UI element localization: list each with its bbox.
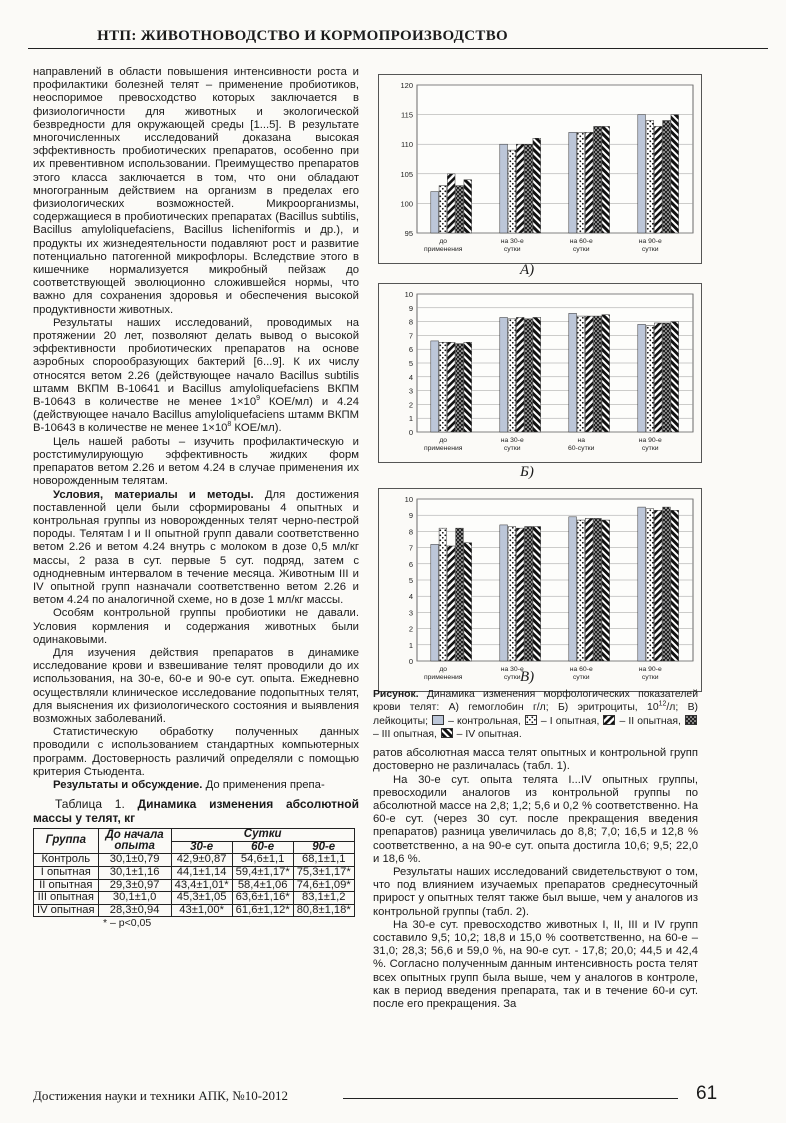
chart-label-a: А) (520, 262, 535, 278)
bar-group2 (585, 518, 593, 661)
x-tick-label: до (439, 437, 448, 444)
bar-group2 (654, 126, 662, 233)
p2-exp-b: 8 (227, 421, 232, 429)
x-tick-label: 60-сутки (567, 445, 595, 452)
bar-group4 (533, 527, 541, 661)
bar-group2 (516, 528, 524, 661)
table-caption-text: Динамика изменения абсолютной массы у телят, кг (33, 797, 359, 825)
bar-group4 (533, 317, 541, 432)
page-footer (33, 1083, 753, 1108)
cell: 63,6±1,16* (232, 892, 293, 905)
cell: 75,3±1,17* (293, 866, 354, 879)
running-header (28, 28, 768, 50)
table-row (34, 904, 355, 917)
bar-group1 (646, 121, 654, 233)
paragraph-study: Для изучения действия препаратов в динамике исследование крови и взвешивание телят проводили до их использования, на 30-е, 60-е и 90-е сут. опыта. Ежедневно осуществляли клиническое исследование подопытных телят, для выяснения их физиологического состояния и выявления возможных заболеваний. (33, 646, 359, 725)
paragraph-weight-equal: ратов абсолютная масса телят опытных и контрольной групп достоверно не различалась (табл. 1). (373, 747, 698, 773)
legend-group3: – III опытная, (373, 729, 437, 741)
bar-group3 (663, 121, 671, 233)
y-tick-label: 10 (404, 495, 413, 504)
paragraph-gain: Результаты наших исследований свидетельствуют о том, что под влиянием изучаемых препаратов среднесуточный прирост у опытных телят также был выше, чем у аналогов из контрольной группы (табл. 2). (373, 866, 698, 918)
x-tick-label: на 90-е (638, 238, 662, 245)
cell: 30,1±1,0 (98, 892, 171, 905)
bar-group4 (602, 315, 610, 432)
bar-control (569, 313, 577, 432)
x-tick-label: на 90-е (638, 666, 662, 673)
x-tick-label: до (439, 238, 448, 245)
y-tick-label: 1 (408, 640, 413, 650)
bar-group4 (464, 342, 472, 432)
legend-group2: – II опытная, (616, 715, 681, 727)
bar-group4 (602, 520, 610, 661)
y-tick-label: 2 (408, 400, 413, 410)
paragraph-control: Особям контрольной группы пробиотики не давали. Условия кормления и содержания животных были одинаковыми. (33, 607, 359, 646)
bar-group4 (602, 126, 610, 233)
bar-group1 (577, 520, 585, 661)
table-row (34, 854, 355, 867)
x-tick-label: сутки (641, 674, 659, 681)
bar-control (638, 507, 646, 661)
bar-control (500, 317, 508, 432)
paragraph-intro: направлений в области повышения интенсивности роста и профилактики болезней телят – применение пробиотиков, неоспоримое превосходство которых заключается в физиологичности для животных и экологической безвредности для окружающей среды [1...5]. В результате многочисленных исследований доказана высокая эффективность пробиотических препаратов, особенно при их превентивном использовании. Преимущество препаратов этого класса заключается в том, что они обладают многогранным действием на организм в пределах его физиологических возможностей. Микроорганизмы, содержащиеся в пробиотических препаратах (Bacillus subtilis, Bacillus amyloliquefaciens, Bacillus licheniformis и др.), и продукты их жизнедеятельности подавляют рост и развитие потенциально патогенной микрофлоры. Вследствие этого в кишечнике нормализуется микробный пейзаж до соответствующей эволюционно сложившейся нормы, что важно для сохранения здоровья и обеспечения высокой продуктивности животных. (33, 66, 359, 316)
cell: III опытная (34, 892, 99, 905)
cell: IV опытная (34, 904, 99, 917)
x-tick-label: на 60-е (569, 238, 593, 245)
chart-label-c: В) (520, 669, 535, 685)
x-tick-label: на 30-е (500, 238, 524, 245)
cell: 74,6±1,09* (293, 879, 354, 892)
y-tick-label: 9 (408, 511, 413, 521)
bar-group4 (671, 322, 679, 432)
discussion-text: До применения препа- (202, 778, 325, 791)
paragraph-methods (33, 489, 359, 608)
cell: 30,1±1,16 (98, 866, 171, 879)
bar-group1 (577, 316, 585, 432)
methods-text: Для достижения поставленной цели были сформированы 4 опытных и контрольная группы из новорожденных телят черно-пестрой породы. Телятам I и II опытной групп давали соответственно ветом 2.26 и ветом 4.24 внутрь с молоком в дозе 0,5 мл/кг массы, 2 раза в сут. первые 5 сут. подряд, затем с однодневным интервалом в течение месяца. Животным III и IV опытной групп назначали соответственно ветом 2.26 и ветом 4.24 по аналогичной схеме, но в дозе 1 мл/кг массы. (33, 488, 359, 607)
y-tick-label: 100 (400, 199, 413, 209)
figure-caption (373, 689, 698, 742)
bar-group4 (464, 543, 472, 661)
x-tick-label: применения (423, 246, 463, 253)
bar-group3 (594, 518, 602, 661)
legend-swatch-group1 (525, 715, 537, 725)
paragraph-superiority: На 30-е сут. превосходство животных I, II, III и IV групп составило 9,5; 10,2; 18,8 и 15,0 % соответственно, на 60-е – 31,0; 28,3; 56,6 и 59,0 %, на 90-е сут. - 17,8; 20,0; 44,5 и 42,4 %. Согласно полученным данным интенсивность роста телят всех опытных групп была выше, чем у аналогов в контроле, как в период введения препарата, так и в течение 60-и сут. после его прекращения. За (373, 918, 698, 1011)
bar-control (569, 517, 577, 661)
chart-leukocytes-frame (378, 488, 702, 692)
bar-control (569, 132, 577, 233)
bar-group1 (508, 527, 516, 661)
cell: 54,6±1,1 (232, 854, 293, 867)
bar-group3 (525, 144, 533, 233)
bar-control (431, 544, 439, 661)
bar-group1 (439, 528, 447, 661)
bar-control (500, 144, 508, 233)
table-row (34, 866, 355, 879)
legend-swatch-group2 (603, 715, 615, 725)
table-caption (33, 798, 359, 825)
y-tick-label: 6 (408, 559, 413, 569)
bar-group3 (594, 316, 602, 432)
y-tick-label: 8 (408, 527, 413, 537)
y-tick-label: 4 (408, 592, 413, 602)
legend-control: – контрольная, (445, 715, 521, 727)
y-tick-label: 4 (408, 372, 413, 382)
y-tick-label: 1 (408, 414, 413, 424)
y-tick-label: 95 (404, 229, 413, 238)
bar-group3 (456, 344, 464, 432)
bar-group2 (516, 317, 524, 432)
y-tick-label: 120 (400, 81, 413, 90)
cell: 83,1±1,2 (293, 892, 354, 905)
journal-name: Достижения науки и техники АПК, №10-2012 (33, 1088, 289, 1103)
x-tick-label: на 90-е (638, 437, 662, 444)
bar-group3 (594, 126, 602, 233)
legend-group4: – IV опытная. (453, 729, 522, 741)
y-tick-label: 3 (408, 608, 413, 618)
cell: 43±1,00* (171, 904, 232, 917)
cell: 42,9±0,87 (171, 854, 232, 867)
y-tick-label: 0 (408, 428, 413, 437)
y-tick-label: 2 (408, 624, 413, 634)
p2-text-c: КОЕ/мл). (231, 422, 282, 435)
x-tick-label: на 30-е (500, 666, 524, 673)
cell: I опытная (34, 866, 99, 879)
y-tick-label: 110 (401, 140, 413, 150)
bar-group2 (654, 323, 662, 432)
bar-group2 (447, 546, 455, 661)
bar-group1 (508, 150, 516, 233)
cell: 43,4±1,01* (171, 879, 232, 892)
chart-hemoglobin (379, 75, 701, 263)
page-number: 61 (696, 1083, 718, 1104)
y-tick-label: 5 (408, 576, 413, 585)
th-group: Группа (34, 829, 99, 854)
table-caption-num: Таблица 1. (55, 797, 125, 812)
x-tick-label: на (577, 437, 585, 444)
footer-rule (343, 1098, 678, 1099)
figcap-exp: 12 (658, 700, 667, 708)
y-tick-label: 6 (408, 345, 413, 355)
bar-group2 (585, 132, 593, 233)
chart-label-b: Б) (520, 464, 534, 480)
cell: 61,6±1,12* (232, 904, 293, 917)
y-tick-label: 5 (408, 359, 413, 368)
figcap-heading: Рисунок. (373, 689, 419, 700)
legend-swatch-group4 (441, 728, 453, 738)
bar-control (638, 324, 646, 432)
x-tick-label: на 60-е (569, 666, 593, 673)
y-tick-label: 105 (400, 169, 413, 179)
legend-swatch-group3 (685, 715, 697, 725)
bar-group2 (447, 342, 455, 432)
legend-group1: – I опытная, (537, 715, 600, 727)
paragraph-day30: На 30-е сут. опыта телята I...IV опытных группы, превосходили аналогов из контрольной группы по абсолютной массе на 2,8; 1,2; 5,6 и 0,2 % соответственно. На 60-е сут. (через 30 сут. после прекращения введения препаратов) разница увеличилась до 8,8; 7,0; 16,5 и 12,8 % соответственно, а на 90-е сут. опыта достигла 10,6; 9,5; 22,0 и 18,6 %. (373, 773, 698, 865)
y-tick-label: 3 (408, 386, 413, 396)
bar-group3 (456, 528, 464, 661)
bar-group3 (456, 186, 464, 233)
bar-group1 (439, 342, 447, 432)
x-tick-label: применения (423, 674, 463, 681)
y-tick-label: 0 (408, 657, 413, 666)
y-tick-label: 10 (404, 290, 413, 299)
bar-group4 (464, 180, 472, 233)
cell: Контроль (34, 854, 99, 867)
discussion-heading: Результаты и обсуждение. (53, 778, 203, 791)
legend-swatch-control (432, 715, 444, 725)
section-title: НТП: ЖИВОТНОВОДСТВО И КОРМОПРОИЗВОДСТВО (97, 28, 508, 44)
cell: 30,1±0,79 (98, 854, 171, 867)
chart-leukocytes (379, 489, 701, 691)
th-days: Сутки (171, 829, 354, 842)
cell: 80,8±1,18* (293, 904, 354, 917)
right-column (373, 689, 698, 1011)
p2-text-b: КОЕ/мл) и 4.24 (действующее начало Bacillus amyloliquefaciens штамм ВКПМ В-10643 в количестве не менее 1×10 (33, 396, 359, 435)
bar-group3 (663, 507, 671, 661)
bar-group2 (654, 510, 662, 661)
x-tick-label: сутки (641, 246, 659, 253)
methods-heading: Условия, материалы и методы. (53, 488, 254, 501)
paragraph-results-intro (33, 317, 359, 436)
x-tick-label: сутки (503, 674, 521, 681)
bar-group2 (516, 144, 524, 233)
th-before: До начала опыта (98, 829, 171, 854)
figcap-text-2: /л; В) лейкоциты; (373, 701, 698, 727)
th-day90: 90-е (293, 841, 354, 854)
weight-table (33, 828, 355, 917)
x-tick-label: на 30-е (500, 437, 524, 444)
bar-group3 (525, 527, 533, 661)
bar-group1 (508, 319, 516, 432)
cell: 44,1±1,14 (171, 866, 232, 879)
table-row (34, 879, 355, 892)
left-column (33, 66, 359, 931)
bar-group1 (646, 326, 654, 432)
bar-group4 (671, 510, 679, 661)
cell: II опытная (34, 879, 99, 892)
bar-control (500, 525, 508, 661)
bar-group3 (663, 323, 671, 432)
bar-group1 (577, 132, 585, 233)
x-tick-label: сутки (503, 246, 521, 253)
cell: 29,3±0,97 (98, 879, 171, 892)
th-day60: 60-е (232, 841, 293, 854)
bar-group2 (585, 316, 593, 432)
bar-group3 (525, 319, 533, 432)
x-tick-label: сутки (572, 674, 590, 681)
x-tick-label: применения (423, 445, 463, 452)
bar-group4 (533, 138, 541, 233)
table-note: * – p<0,05 (103, 917, 152, 930)
bar-group1 (439, 186, 447, 233)
bar-control (638, 115, 646, 233)
cell: 59,4±1,17* (232, 866, 293, 879)
cell: 45,3±1,05 (171, 892, 232, 905)
cell: 68,1±1,1 (293, 854, 354, 867)
y-tick-label: 9 (408, 303, 413, 313)
chart-hemoglobin-frame (378, 74, 702, 264)
x-tick-label: до (439, 666, 448, 673)
cell: 28,3±0,94 (98, 904, 171, 917)
x-tick-label: сутки (572, 246, 590, 253)
cell: 58,4±1,06 (232, 879, 293, 892)
bar-group2 (447, 174, 455, 233)
bar-group4 (671, 115, 679, 233)
figcap-text-1: Динамика изменения морфологических показателей крови телят: А) гемоглобин г/л; Б) эритроциты, 10 (373, 689, 698, 713)
chart-erythrocytes (379, 284, 701, 462)
y-tick-label: 7 (408, 331, 413, 341)
chart-erythrocytes-frame (378, 283, 702, 463)
y-tick-label: 115 (401, 110, 413, 120)
x-tick-label: сутки (641, 445, 659, 452)
y-tick-label: 7 (408, 543, 413, 553)
p2-exp-a: 9 (256, 395, 261, 403)
bar-group1 (646, 509, 654, 661)
paragraph-statistics: Статистическую обработку полученных данных проводили с использованием стандартных компьютерных программ. Достоверность различий определяли с помощью критерия Стьюдента. (33, 726, 359, 778)
x-tick-label: сутки (503, 445, 521, 452)
table-row (34, 892, 355, 905)
y-tick-label: 8 (408, 317, 413, 327)
paragraph-goal: Цель нашей работы – изучить профилактическую и ростстимулирующую эффективность жидких форм препаратов ветом 2.26 и ветом 4.24 в случае применения их новорожденным телятам. (33, 435, 359, 488)
bar-control (431, 341, 439, 432)
p2-text-a: Результаты наших исследований, проводимых на протяжении 20 лет, позволяют делать вывод о высокой эффективности пробиотических препаратов на основе аэробных спорообразующих бактерий [6...9]. К их числу относятся ветом 2.26 (действующее начало Bacillus subtilis штамм ВКПМ В-10641 и Bacillus amyloliquefaciens ВКПМ В-10643 в количестве не менее 1×10 (33, 316, 359, 409)
header-rule (28, 48, 768, 49)
th-day30: 30-е (171, 841, 232, 854)
paragraph-discussion (33, 779, 359, 792)
bar-control (431, 192, 439, 233)
